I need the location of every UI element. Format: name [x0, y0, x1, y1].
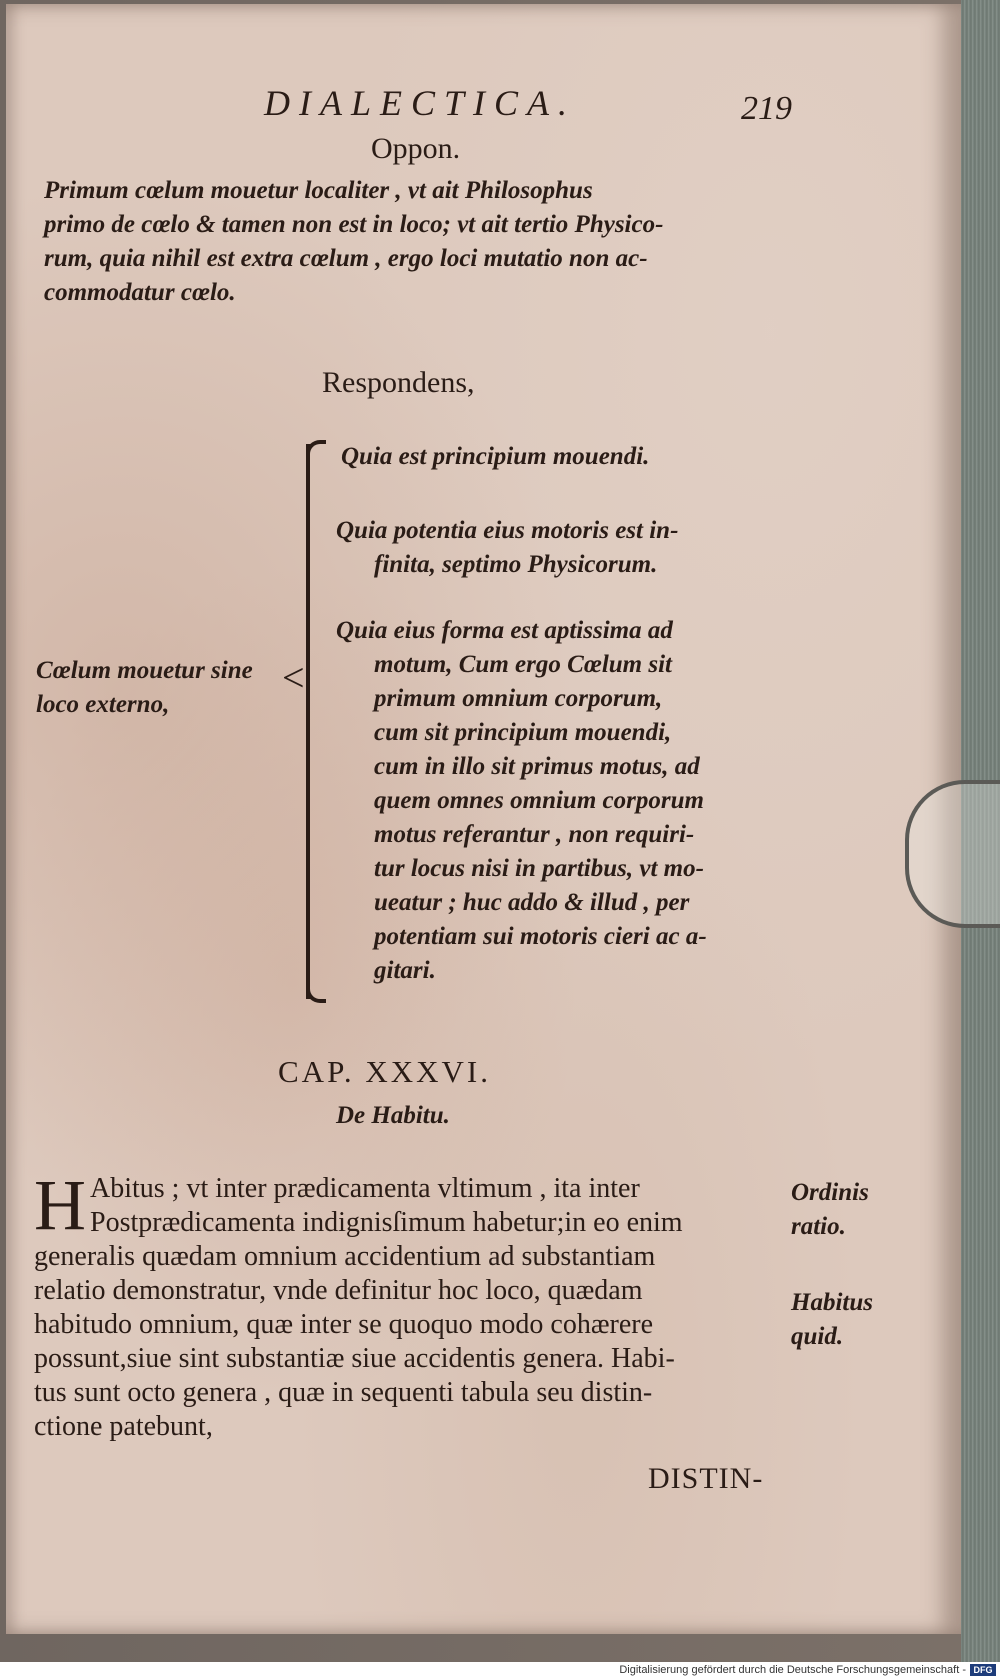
- margin-note-line: Habitus: [791, 1289, 873, 1316]
- digitization-credit: [0, 1662, 1000, 1678]
- reason-line: cum sit principium mouendi,: [374, 719, 672, 746]
- margin-note-line: ratio.: [791, 1213, 846, 1240]
- respondens-left-label: [36, 654, 296, 722]
- curly-bracket: [282, 444, 328, 999]
- catchword: DISTIN-: [648, 1462, 764, 1495]
- page-clip: [905, 780, 1000, 928]
- drop-cap: H: [34, 1165, 86, 1245]
- reason-1: [341, 440, 781, 474]
- bracket-point: <: [282, 655, 305, 700]
- page: [6, 4, 961, 1634]
- oppon-line: rum, quia nihil est extra cœlum , ergo loci mutatio non ac-: [44, 245, 648, 272]
- margin-note-habitus: [791, 1286, 873, 1354]
- body-paragraph: [34, 1165, 782, 1444]
- chapter-title: De Habitu.: [336, 1102, 450, 1129]
- reason-line: potentiam sui motoris cieri ac a-: [374, 923, 707, 950]
- reason-line: gitari.: [374, 957, 436, 984]
- reason-line: cum in illo sit primus motus, ad: [374, 753, 700, 780]
- body-line: possunt,siue sint substantiæ siue accidentis genera. Habi-: [34, 1343, 675, 1374]
- left-label-line: Cœlum mouetur sine: [36, 657, 253, 684]
- body-line: relatio demonstratur, vnde definitur hoc loco, quædam: [34, 1275, 643, 1306]
- reason-line: motum, Cum ergo Cœlum sit: [374, 651, 672, 678]
- reason-3: [336, 614, 791, 988]
- bracket-top: [306, 440, 326, 460]
- respondens-heading: Respondens,: [322, 366, 475, 399]
- reason-line: ueatur ; huc addo & illud , per: [374, 889, 690, 916]
- page-number: 219: [741, 90, 792, 127]
- bracket-bottom: [306, 983, 326, 1003]
- reason-line: motus referantur , non requiri-: [374, 821, 695, 848]
- chapter-number: CAP. XXXVI.: [278, 1054, 491, 1089]
- reason-line: Quia eius forma est aptissima ad: [336, 617, 673, 644]
- oppon-heading: Oppon.: [371, 132, 461, 165]
- reason-line: primum omnium corporum,: [374, 685, 663, 712]
- left-label-line: loco externo,: [36, 691, 170, 718]
- body-line: habitudo omnium, quæ inter se quoquo modo cohærere: [34, 1309, 654, 1340]
- credit-text: Digitalisierung gefördert durch die Deutsche Forschungsgemeinschaft -: [619, 1664, 966, 1676]
- body-line: generalis quædam omnium accidentium ad substantiam: [34, 1241, 656, 1272]
- reason-line: Quia potentia eius motoris est in-: [336, 517, 679, 544]
- oppon-line: Primum cœlum mouetur localiter , vt ait Philosophus: [44, 177, 593, 204]
- margin-note-line: Ordinis: [791, 1179, 869, 1206]
- body-line: Postprædicamenta indignisſimum habetur;in eo enim: [90, 1207, 683, 1238]
- reason-line: finita, septimo Physicorum.: [374, 551, 658, 578]
- body-line: Abitus ; vt inter prædicamenta vltimum , ita inter: [90, 1173, 640, 1204]
- margin-note-line: quid.: [791, 1323, 844, 1350]
- body-line: ctione patebunt,: [34, 1411, 213, 1442]
- reason-line: Quia est principium mouendi.: [341, 443, 650, 470]
- reason-2: [336, 514, 791, 582]
- body-line: tus sunt octo genera , quæ in sequenti tabula seu distin-: [34, 1377, 653, 1408]
- reason-line: tur locus nisi in partibus, vt mo-: [374, 855, 704, 882]
- margin-note-ordinis: [791, 1176, 869, 1244]
- oppon-line: commodatur cœlo.: [44, 279, 236, 306]
- oppon-line: primo de cœlo & tamen non est in loco; vt ait tertio Physico-: [44, 211, 664, 238]
- reason-line: quem omnes omnium corporum: [374, 787, 704, 814]
- dfg-logo: DFG: [970, 1664, 996, 1676]
- running-header: DIALECTICA.: [264, 83, 577, 123]
- oppon-text: [44, 174, 794, 310]
